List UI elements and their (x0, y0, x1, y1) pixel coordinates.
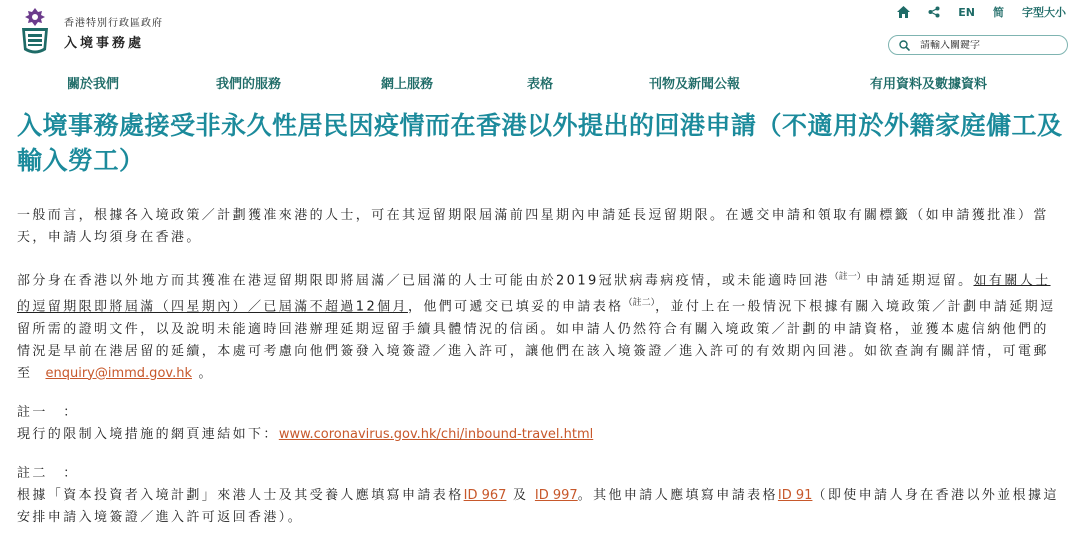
email-link[interactable]: enquiry@immd.gov.hk (45, 365, 192, 381)
note2-marker: （註二） (623, 298, 656, 309)
note2-text-2: 。其他申請人應填寫申請表格 (577, 487, 778, 503)
note-2 (17, 463, 1063, 529)
para2-underlined-text: 如有關人士的逗留期限即將屆滿（四星期內）／已屆滿不超過12個月 (17, 273, 1051, 315)
note1-text: 現行的限制入境措施的網頁連結如下： (17, 426, 279, 442)
para2-text-3: ，他們可遞交已填妥的申請表格 (407, 299, 624, 315)
lang-en-link[interactable]: EN (958, 5, 975, 19)
note2-text-3: （即使申請人身在香港以外並根據這安排申請入境簽證／進入許可返回香港）。 (17, 487, 1059, 525)
note2-and: 及 (512, 487, 529, 503)
form-id91-link[interactable]: ID 91 (777, 487, 813, 503)
paragraph-application (17, 266, 1063, 385)
inbound-travel-link[interactable]: www.coronavirus.gov.hk/chi/inbound-travel.html (278, 426, 594, 442)
top-utility-bar (897, 4, 1066, 20)
font-size-link[interactable]: 字型大小 (1022, 6, 1066, 19)
home-icon[interactable] (897, 6, 910, 18)
para2-text-5: 。 (198, 365, 214, 381)
lang-sc-link[interactable]: 简 (993, 6, 1004, 19)
para2-text-4: ，並付上在一般情況下根據有關入境政策／計劃申請延期逗留所需的證明文件，以及說明未能適時回港辦理延期逗留手續具體情況的信函。如申請人仍然符合有關入境政策／計劃的申請資格，並獲本處信納他們的情況是早前在港居留的延續，本處可考慮向他們簽發入境簽證／進入許可，讓他們在該入境簽證／進入許可的有效期內回港。如欲查詢有關詳情，可電郵至 (17, 299, 1056, 381)
nav-item-about-us[interactable]: 關於我們 (67, 77, 120, 92)
note2-heading: 註二 ： (17, 465, 79, 481)
form-id997-link[interactable]: ID 997 (534, 487, 578, 503)
immd-emblem-icon (16, 6, 54, 58)
note-1 (17, 402, 1063, 446)
org-name-line2: 入境事務處 (64, 35, 145, 51)
para2-text-2: 申請延期逗留。 (865, 273, 974, 289)
nav-item-our-services[interactable]: 我們的服務 (216, 77, 282, 92)
org-name (64, 14, 163, 51)
search-icon[interactable] (899, 40, 910, 51)
nav-item-online-services[interactable]: 網上服務 (381, 77, 434, 92)
nav-item-forms[interactable]: 表格 (527, 77, 554, 92)
form-id967-link[interactable]: ID 967 (463, 487, 507, 503)
logo[interactable] (16, 6, 163, 58)
nav-item-useful-info[interactable]: 有用資料及數據資料 (870, 77, 988, 92)
nav-item-publications-press[interactable]: 刊物及新聞公報 (649, 77, 741, 92)
search-box (888, 35, 1068, 55)
para2-text-1: 部分身在香港以外地方而其獲准在港逗留期限即將屆滿／已屆滿的人士可能由於2019冠狀病毒病疫情，或未能適時回港 (17, 273, 830, 289)
org-name-line1: 香港特別行政區政府 (64, 17, 163, 29)
page-title: 入境事務處接受非永久性居民因疫情而在香港以外提出的回港申請（不適用於外籍家庭傭工及輸入勞工） (17, 111, 1063, 175)
note2-text-1: 根據「資本投資者入境計劃」來港人士及其受養人應填寫申請表格 (17, 487, 464, 503)
main-content (17, 205, 1063, 543)
paragraph-general: 一般而言，根據各入境政策／計劃獲准來港的人士，可在其逗留期限屆滿前四星期內申請延長逗留期限。在遞交申請和領取有關標籤（如申請獲批准）當天，申請人均須身在香港。 (17, 208, 1049, 245)
note1-marker: （註一） (829, 272, 866, 282)
share-icon[interactable] (928, 6, 940, 18)
main-nav (0, 73, 1080, 95)
note1-heading: 註一 ： (17, 404, 79, 420)
search-input[interactable] (920, 40, 1060, 51)
